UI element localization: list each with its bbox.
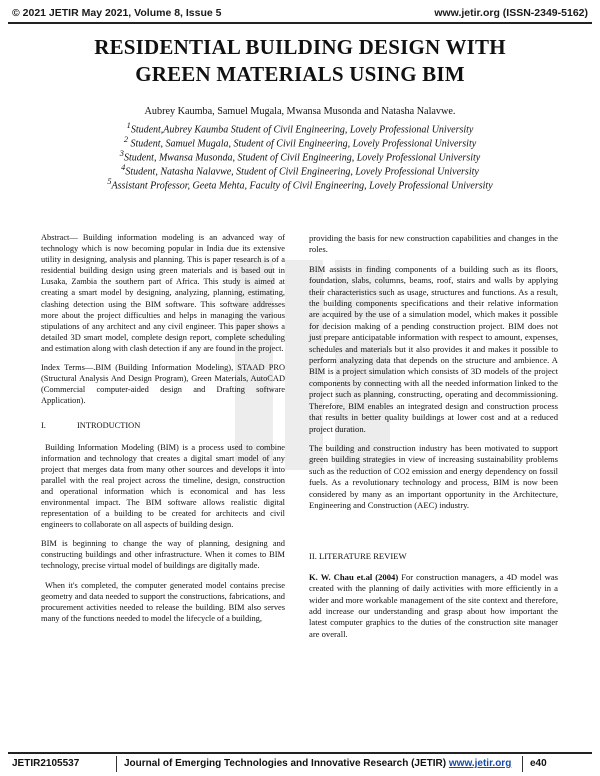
aff-sup: 2	[123, 135, 128, 144]
journal-text: Journal of Emerging Technologies and Innovative Research (JETIR)	[124, 758, 449, 769]
page-number: e40	[530, 758, 547, 769]
section-heading-introduction	[41, 420, 285, 431]
title-line-2: GREEN MATERIALS USING BIM	[135, 62, 465, 86]
paper-title	[20, 34, 580, 88]
footer-separator	[522, 756, 523, 772]
section-title: INTRODUCTION	[77, 421, 141, 431]
header-left: © 2021 JETIR May 2021, Volume 8, Issue 5	[12, 7, 222, 19]
intro-paragraph-3: When it's completed, the computer generated model contains precise geometry and data needed to support the constructions, fabrications, and procurement activities needed to release the building. BIM also serves many of the functions needed to model the lifecycle of a building,	[41, 580, 285, 623]
affiliation-5	[20, 176, 580, 192]
right-column	[309, 233, 558, 648]
section-heading-literature-review: II. LITERATURE REVIEW	[309, 551, 407, 562]
header-right: www.jetir.org (ISSN-2349-5162)	[434, 7, 588, 19]
green-building-paragraph: The building and construction industry has been motivated to support green building strategies in view of increasing sustainability problems such as the reduction of CO2 emission and energy dependency on fossil fuels. As a revolutionary technology and process, BIM is now been considered by many as an important opportunity in the Architecture, Engineering and Construction (AEC) industry.	[309, 442, 558, 510]
left-column	[41, 232, 285, 632]
journal-link[interactable]: www.jetir.org	[448, 758, 512, 769]
footer-divider	[8, 752, 592, 754]
index-terms: Index Terms—.BIM (Building Information Modeling), STAAD PRO (Structural Analysis And Design Program), Green Materials, AutoCAD (Commercial computer-aided design and Drafting software Application).	[41, 363, 285, 406]
aff-sup: 1	[126, 121, 131, 130]
header-divider	[8, 22, 592, 24]
aff-text: Student,Aubrey Kaumba Student of Civil Engineering, Lovely Professional University	[130, 124, 474, 136]
author-list: Aubrey Kaumba, Samuel Mugala, Mwansa Musonda and Natasha Nalavwe.	[144, 106, 456, 117]
citation-lead: K. W. Chau et.al (2004)	[309, 571, 399, 582]
intro-paragraph-continued: providing the basis for new construction capabilities and changes in the roles.	[309, 233, 558, 255]
title-line-1: RESIDENTIAL BUILDING DESIGN WITH	[94, 35, 506, 59]
citation-text: For construction managers, a 4D model was created with the planning of daily activities with more efficiently in a wider and more workable management of the site context and therefore, add increase our understanding and grasp about how important the latest computer graphics to the duties of the construction site manager are overall.	[309, 571, 558, 639]
aff-text: Assistant Professor, Geeta Mehta, Faculty of Civil Engineering, Lovely Professional University	[111, 180, 493, 192]
footer-separator	[116, 756, 117, 772]
running-header	[0, 0, 600, 22]
aff-text: Student, Natasha Nalavwe, Student of Civil Engineering, Lovely Professional University	[125, 166, 479, 178]
section-number: I.	[41, 421, 46, 431]
aff-sup: 5	[107, 177, 112, 186]
intro-paragraph-2: BIM is beginning to change the way of planning, designing and constructing buildings and other infrastructure. When it comes to BIM technology, precise virtual model of buildings are digitally made.	[41, 539, 285, 571]
abstract: Abstract— Building information modeling is an advanced way of technology which is now becoming popular in India due its extensive utility in designing, analysis and planning. This is paper research is of a residential building design using green materials and is based out in Lusaka, Zambia the southern part of Africa. This study is aimed at creating a smart model by designing, analyzing, planning, estimating, clashing detection using the BIM software. This software addresses more about the project difficulties and helps in managing the various stipulations of any architect and any civil engineer. This paper shows a detailed 3D smart model, complete design report, complete scheduling and estimation along with clash detection if any are found in the project.	[41, 233, 285, 353]
paper-id: JETIR2105537	[12, 758, 80, 769]
aff-text: Student, Samuel Mugala, Student of Civil Engineering, Lovely Professional University	[127, 138, 477, 150]
aff-sup: 4	[121, 163, 126, 172]
literature-paragraph	[309, 572, 558, 640]
intro-paragraph-1: Building Information Modeling (BIM) is a process used to combine information and technology that creates a digital smart model of any project that merges data from many other sources and develops it into parallel with the real project across the timeline, design, construction and operational information which is economical and has less environmental impact. The BIM software allows realistic digital representation of a building to be created for architects and civil engineers to collaborate on all aspects of building design.	[41, 442, 285, 530]
running-footer	[0, 756, 600, 774]
aff-text: Student, Mwansa Musonda, Student of Civil Engineering, Lovely Professional University	[123, 152, 481, 164]
bim-paragraph: BIM assists in finding components of a building such as its floors, foundation, slabs, columns, beams, roof, stairs and walls by applying their characteristics such as usage, structures and functions. As a result, the building components specifications and their relative information are acquired by the use of a simulation model, which makes it possible for decision making of a pending construction project. BIM does not just prepare anticipatable information with respect to amount, expenses, schedules and materials but it also provides it and makes it possible to perform analyzing data that depends on the structure and ambience. A BIM is a project simulation which consists of 3D models of the project components by connecting with all the needed information linked to the project such as planning, constructing, operating and decommissioning. Therefore, BIM enables an integrated design and construction process that results in better quality buildings at lower cost and at a reduced project duration.	[309, 263, 558, 434]
journal-name	[124, 758, 511, 769]
aff-sup: 3	[119, 149, 124, 158]
